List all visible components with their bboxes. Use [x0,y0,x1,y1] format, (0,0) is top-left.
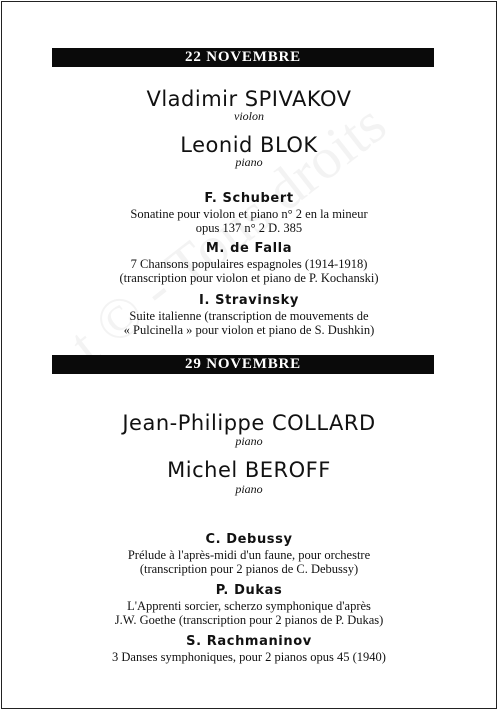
work-title-line: 7 Chansons populaires espagnoles (1914-1918) [130,257,368,271]
work-title-line: 3 Danses symphoniques, pour 2 pianos opus 45 (1940) [112,650,386,664]
concert-date-banner: 29 NOVEMBRE [52,355,434,374]
work-title-line: L'Apprenti sorcier, scherzo symphonique d'après [127,599,371,613]
performer-name: Leonid BLOK [180,133,318,157]
composer-name: F. Schubert [204,191,294,206]
composer-name: S. Rachmaninov [186,634,312,649]
work-title-line: Prélude à l'après-midi d'un faune, pour orchestre [127,548,371,562]
work-title-line: J.W. Goethe (transcription pour 2 pianos de P. Dukas) [114,613,384,627]
performer-name: Jean-Philippe COLLARD [122,411,376,435]
performer-instrument: piano [235,155,263,169]
composer-name: M. de Falla [205,241,293,256]
work-title-line: (transcription pour violon et piano de P. Kochanski) [119,271,379,285]
work-title-line: « Pulcinella » pour violon et piano de S. Dushkin) [123,323,375,337]
work-title-line: (transcription pour 2 pianos de C. Debussy) [139,562,359,576]
performer-name: Vladimir SPIVAKOV [146,87,352,111]
work-title-line: opus 137 n° 2 D. 385 [195,221,303,235]
concert-date-banner: 22 NOVEMBRE [52,48,434,67]
composer-name: I. Stravinsky [199,293,299,308]
composer-name: C. Debussy [205,532,293,547]
performer-instrument: piano [235,482,263,496]
composer-name: P. Dukas [215,583,283,598]
work-title-line: Sonatine pour violon et piano n° 2 en la mineur [130,207,368,221]
performer-instrument: piano [235,434,263,448]
performer-name: Michel BEROFF [167,458,331,482]
performer-instrument: violon [234,109,264,123]
work-title-line: Suite italienne (transcription de mouvements de [129,309,369,323]
